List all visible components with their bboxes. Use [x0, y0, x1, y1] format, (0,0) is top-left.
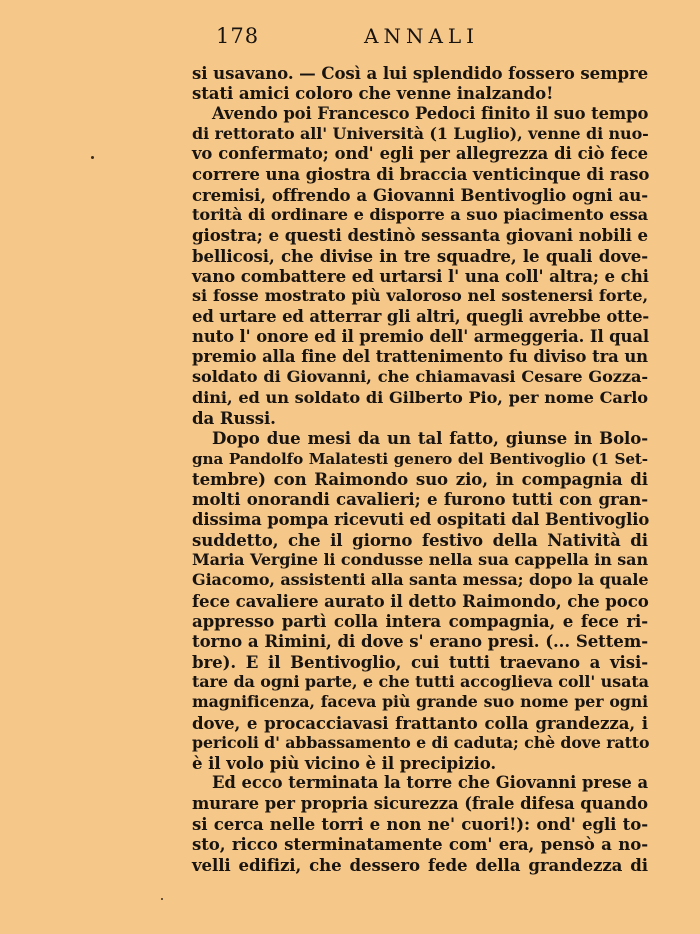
text-line: Giacomo, assistenti alla santa messa; dopo la quale — [192, 570, 649, 590]
text-line: vano combattere ed urtarsi l' una coll' altra; e chi — [192, 265, 649, 286]
text-line: da Russi. — [192, 408, 276, 429]
text-line: ed urtare ed atterrar gli altri, quegli avrebbe otte- — [192, 306, 650, 326]
text-line: sto, ricco sterminatamente com' era, pensò a no- — [192, 834, 648, 855]
text-line: dove, e procacciavasi frattanto colla grandezza, i — [192, 712, 648, 733]
text-line: fece cavaliere aurato il detto Raimondo, che poco — [192, 590, 649, 611]
text-line: Avendo poi Francesco Pedoci finito il suo tempo — [212, 103, 649, 123]
text-line: molti onorandi cavalieri; e furono tutti con gran- — [192, 489, 648, 510]
text-line: torno a Rimini, di dove s' erano presi. (... Settem- — [192, 631, 648, 652]
text-line: appresso partì colla intera compagnia, e fece ri- — [192, 611, 648, 632]
running-head: ANNALI — [364, 24, 480, 48]
text-line: Maria Vergine li condusse nella sua cappella in san — [192, 550, 648, 570]
text-line: si fosse mostrato più valoroso nel sostenersi forte, — [192, 286, 648, 306]
text-line: stati amici coloro che venne inalzando! — [192, 83, 554, 104]
text-line: bre). E il Bentivoglio, cui tutti traevano a visi- — [192, 651, 648, 672]
page-number: 178 — [216, 24, 260, 48]
text-line: dini, ed un soldato di Gilberto Pio, per nome Carlo — [192, 387, 648, 407]
text-line: gna Pandolfo Malatesti genero del Bentivoglio (1 Set- — [192, 449, 648, 468]
ink-speck — [161, 898, 163, 900]
text-line: magnificenza, faceva più grande suo nome per ogni — [192, 692, 648, 712]
text-line: correre una giostra di braccia venticinque di raso — [192, 164, 650, 185]
text-line: pericoli d' abbassamento e di caduta; chè dove ratto — [192, 732, 650, 752]
body-text — [192, 63, 648, 875]
text-line: cremisi, offrendo a Giovanni Bentivoglio ogni au- — [192, 184, 648, 205]
text-line: murare per propria sicurezza (frale difesa quando — [192, 793, 648, 813]
text-line: suddetto, che il giorno festivo della Natività di — [192, 529, 648, 550]
text-line: torità di ordinare e disporre a suo piacimento essa — [192, 205, 648, 225]
text-line: soldato di Giovanni, che chiamavasi Cesare Gozza- — [192, 367, 648, 387]
text-line: è il volo più vicino è il precipizio. — [192, 753, 497, 774]
ink-speck — [91, 156, 94, 159]
text-line: si cerca nelle torri e non ne' cuori!): ond' egli to- — [192, 813, 648, 834]
text-line: dissima pompa ricevuti ed ospitati dal Bentivoglio — [192, 509, 650, 529]
text-line: tembre) con Raimondo suo zio, in compagnia di — [192, 468, 648, 489]
text-line: vo confermato; ond' egli per allegrezza di ciò fece — [192, 144, 648, 164]
text-line: bellicosi, che divise in tre squadre, le quali dove- — [192, 245, 648, 266]
text-line: premio alla fine del trattenimento fu diviso tra un — [192, 347, 648, 367]
text-line: Dopo due mesi da un tal fatto, giunse in Bolo- — [212, 428, 648, 449]
text-line: giostra; e questi destinò sessanta giovani nobili e — [192, 225, 648, 246]
text-line: Ed ecco terminata la torre che Giovanni prese a — [212, 773, 648, 793]
text-line: velli edifizi, che dessero fede della grandezza di — [192, 854, 648, 875]
page-header — [0, 22, 700, 52]
text-line: tare da ogni parte, e che tutti accoglieva coll' usata — [192, 671, 649, 691]
text-line: nuto l' onore ed il premio dell' armeggeria. Il qual — [192, 326, 649, 346]
text-line: si usavano. — Così a lui splendido fossero sempre — [192, 63, 649, 83]
text-line: di rettorato all' Università (1 Luglio), venne di nuo- — [192, 123, 649, 143]
